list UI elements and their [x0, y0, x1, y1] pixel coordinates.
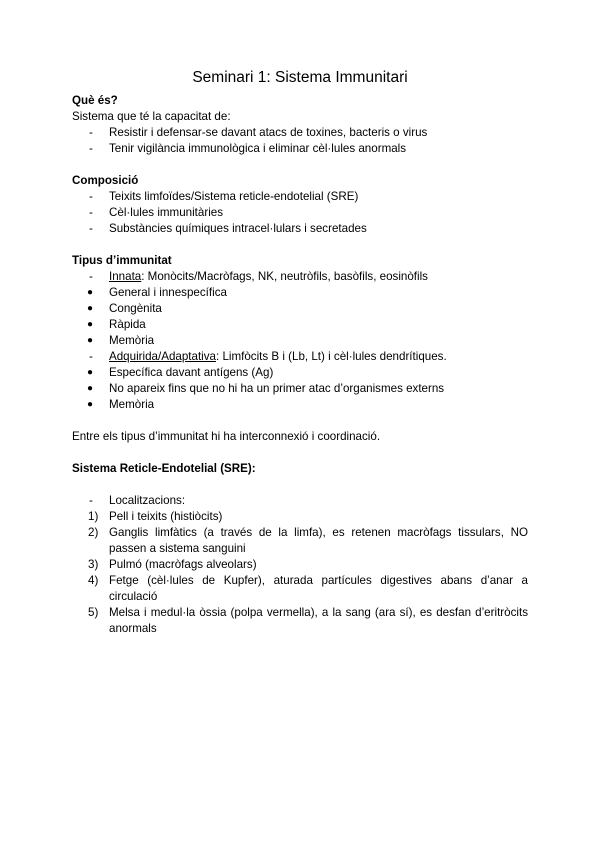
section-heading-que-es: Què és? — [72, 94, 118, 107]
que-es-list — [72, 125, 528, 157]
list-item: - Resistir i defensar-se davant atacs de toxines, bacteris o virus — [89, 126, 428, 139]
list-item: 3) Pulmó (macròfags alveolars) — [88, 558, 257, 571]
list-item: ● Congènita — [87, 302, 162, 315]
dash-bullet: - — [89, 350, 93, 363]
list-item: - Teixits limfoïdes/Sistema reticle-endotelial (SRE) — [89, 190, 359, 203]
list-number: 4) — [88, 574, 99, 587]
section-heading-tipus: Tipus d’immunitat — [72, 254, 172, 267]
dash-bullet: - — [89, 222, 93, 235]
dash-bullet: - — [89, 494, 93, 507]
sre-list — [72, 493, 528, 637]
dash-bullet: - — [89, 270, 93, 283]
document-page — [72, 68, 528, 637]
list-item: ● General i innespecífica — [87, 286, 227, 299]
list-item: - Cèl·lules immunitàries — [89, 206, 224, 219]
list-item: 4) Fetge (cèl·lules de Kupfer), aturada partícules digestives abans d’anar a circulació — [88, 574, 528, 603]
adquirida-label: Adquirida/Adaptativa — [109, 350, 216, 363]
dot-bullet: ● — [87, 319, 94, 330]
dash-bullet: - — [89, 190, 93, 203]
innata-label: Innata — [109, 270, 142, 283]
list-item: - Tenir vigilància immunològica i eliminar cèl·lules anormals — [89, 142, 407, 155]
dot-bullet: ● — [87, 399, 94, 410]
list-number: 5) — [88, 606, 99, 619]
interconnexio-paragraph: Entre els tipus d’immunitat hi ha interconnexió i coordinació. — [72, 430, 381, 443]
dot-bullet: ● — [87, 383, 94, 394]
dash-bullet: - — [89, 126, 93, 139]
list-item: 2) Ganglis limfàtics (a través de la limfa), es retenen macròfags tissulars, NO passen a sistema sanguini — [88, 526, 528, 555]
list-item: ● Memòria — [87, 334, 155, 347]
dot-bullet: ● — [87, 287, 94, 298]
list-item: ● No apareix fins que no hi ha un primer atac d’organismes externs — [87, 382, 445, 395]
list-item: - Substàncies químiques intracel·lulars i secretades — [89, 222, 367, 235]
dot-bullet: ● — [87, 335, 94, 346]
dot-bullet: ● — [87, 367, 94, 378]
list-item: ● Memòria — [87, 398, 155, 411]
composicio-list — [72, 189, 528, 237]
list-item-adquirida: - Adquirida/Adaptativa: Limfòcits B i (Lb, Lt) i cèl·lules dendrítiques. — [89, 350, 447, 363]
page-title: Seminari 1: Sistema Immunitari — [192, 69, 408, 86]
list-number: 1) — [88, 510, 99, 523]
list-item: 5) Melsa i medul·la òssia (polpa vermella), a la sang (ara sí), es desfan d’eritròcits anormals — [88, 606, 528, 635]
list-item: ● Ràpida — [87, 318, 146, 331]
list-item: - Localitzacions: — [89, 494, 186, 507]
que-es-intro: Sistema que té la capacitat de: — [72, 110, 231, 123]
tipus-list — [72, 269, 528, 413]
dot-bullet: ● — [87, 303, 94, 314]
list-item: ● Específica davant antígens (Ag) — [87, 366, 274, 379]
list-number: 3) — [88, 558, 99, 571]
list-item: 1) Pell i teixits (histiòcits) — [88, 510, 223, 523]
dash-bullet: - — [89, 206, 93, 219]
list-number: 2) — [88, 526, 99, 539]
list-item-innata: - Innata: Monòcits/Macròfags, NK, neutròfils, basòfils, eosinòfils — [89, 270, 428, 283]
dash-bullet: - — [89, 142, 93, 155]
section-heading-sre: Sistema Reticle-Endotelial (SRE): — [72, 462, 256, 475]
section-heading-composicio: Composició — [72, 174, 139, 187]
